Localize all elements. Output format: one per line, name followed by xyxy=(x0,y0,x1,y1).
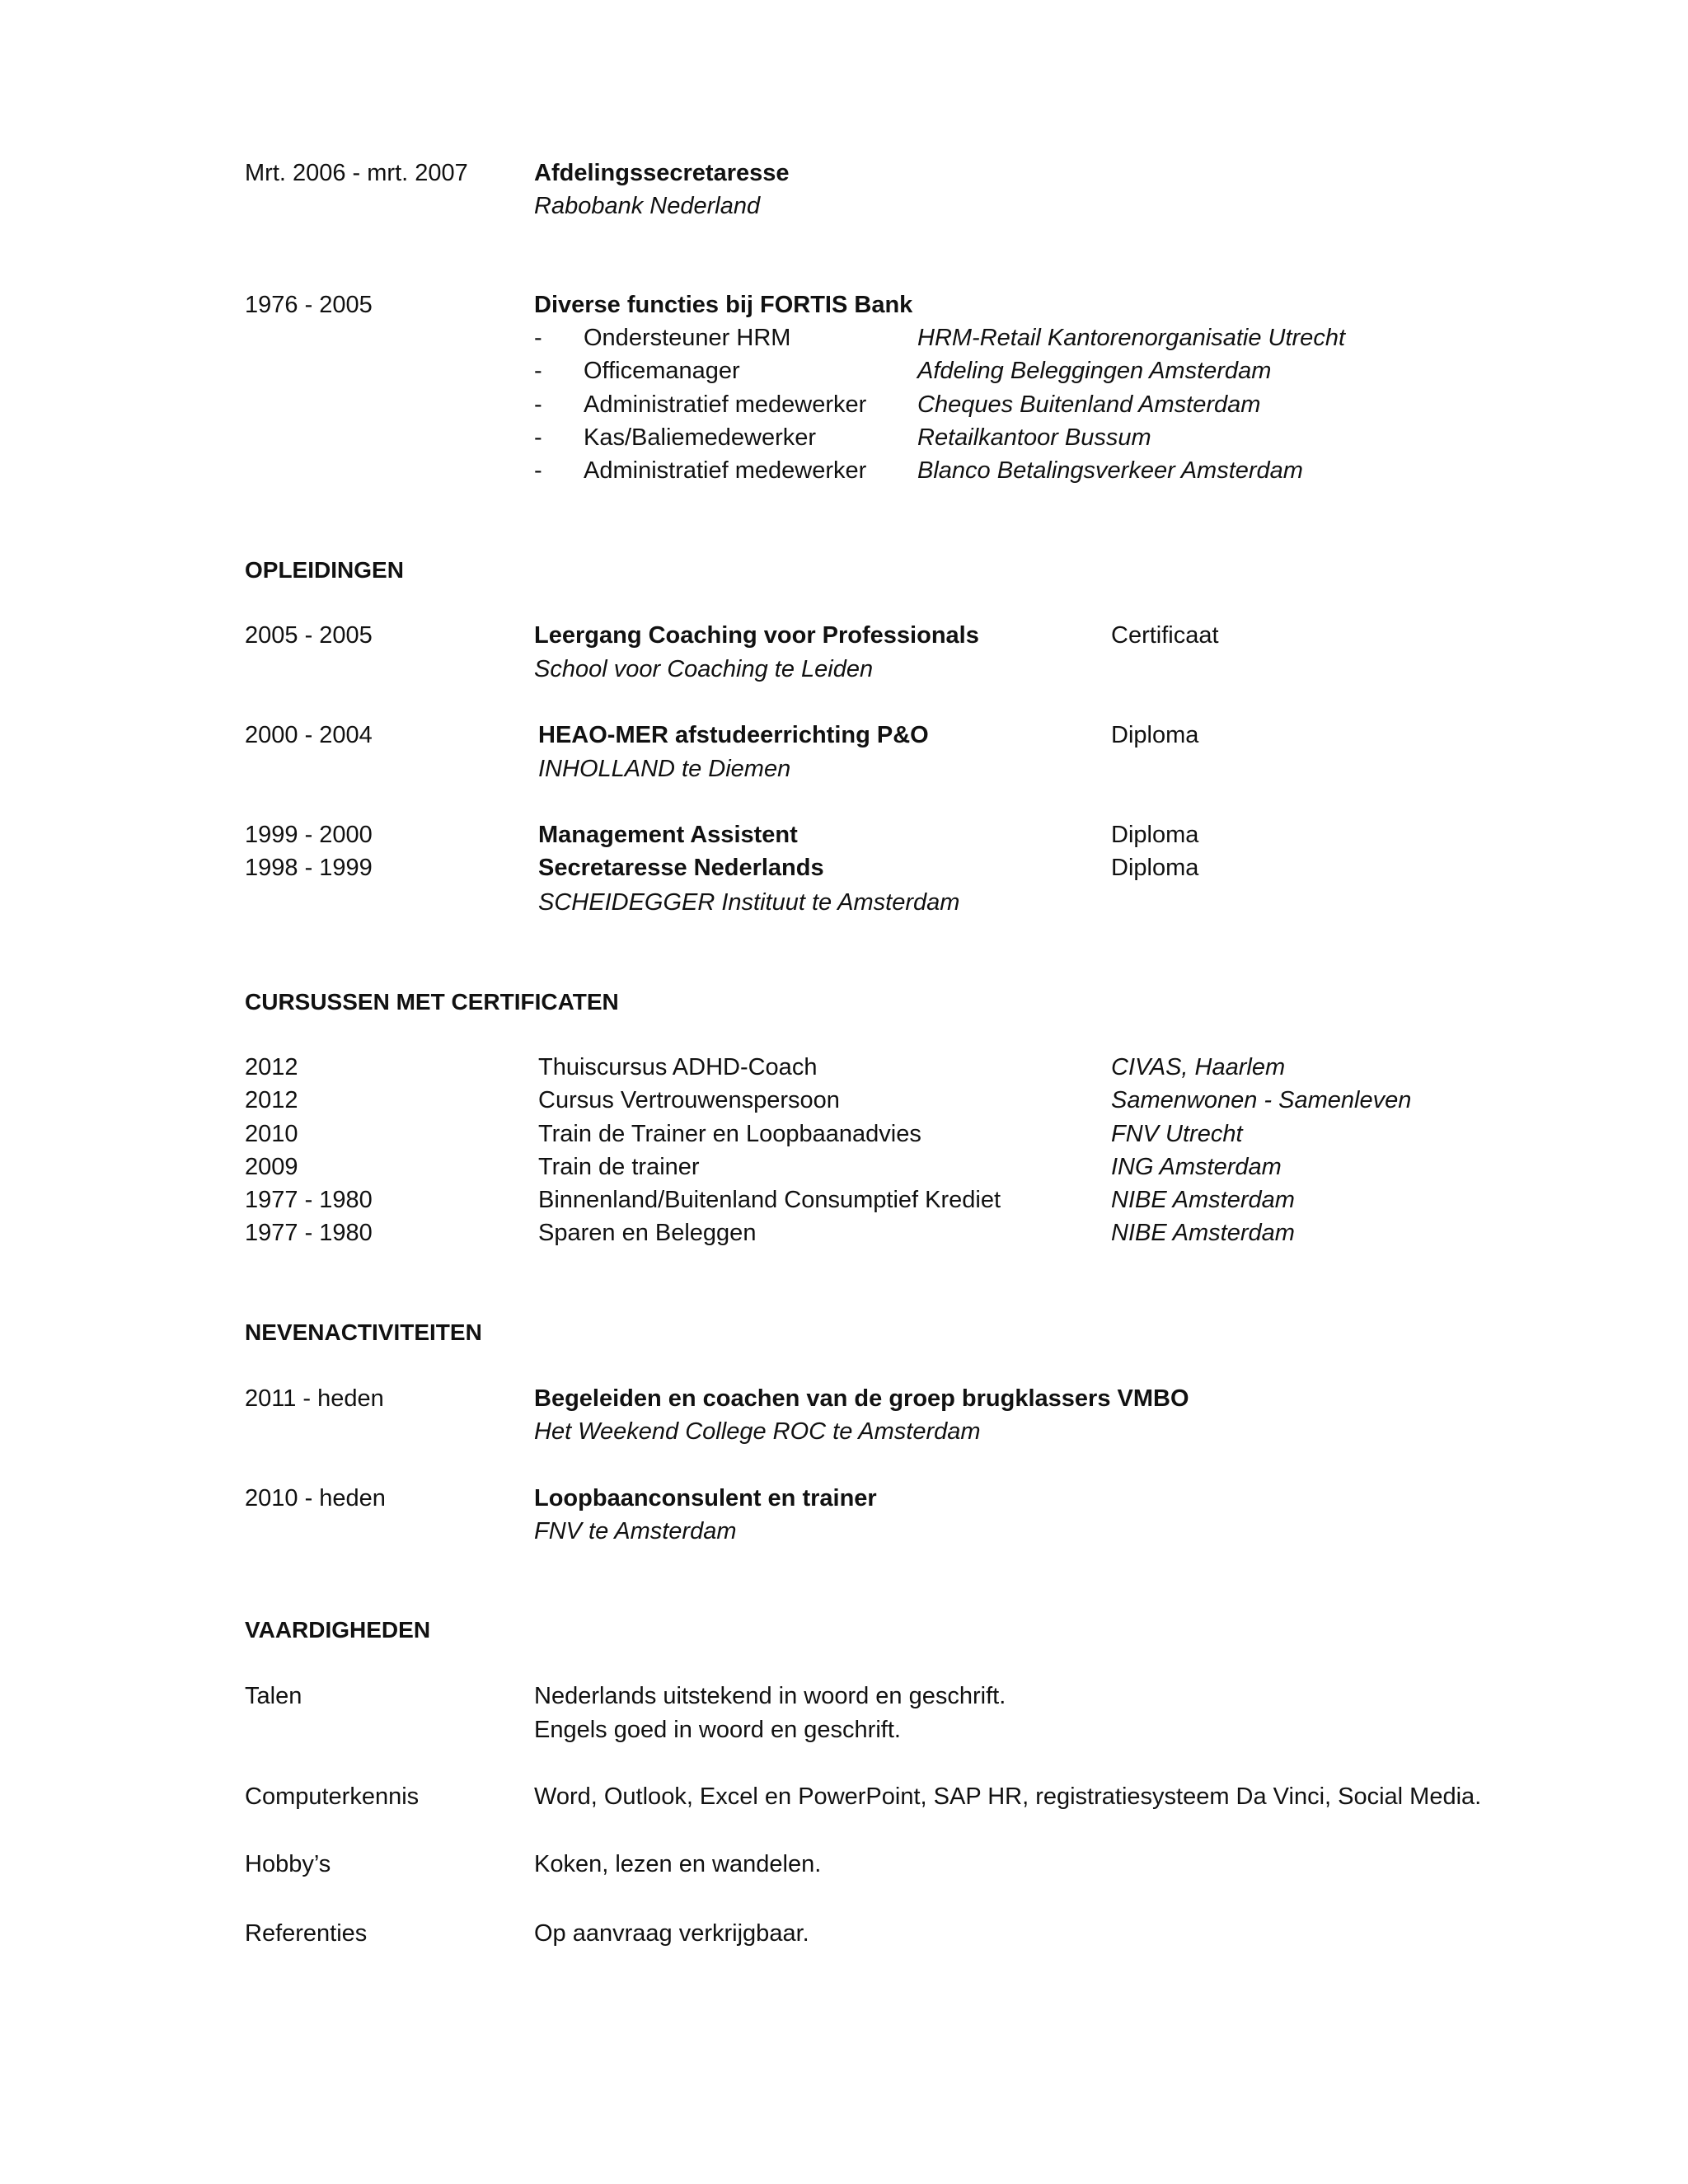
course-name: Cursus Vertrouwenspersoon xyxy=(538,1087,840,1113)
role-place: Retailkantoor Bussum xyxy=(917,424,1151,451)
skill-label: Hobby’s xyxy=(245,1851,331,1877)
course-year: 2009 xyxy=(245,1154,298,1180)
course-name: Sparen en Beleggen xyxy=(538,1220,757,1246)
course-place: ING Amsterdam xyxy=(1111,1154,1282,1180)
section-heading-skills: VAARDIGHEDEN xyxy=(245,1617,431,1643)
course-place: CIVAS, Haarlem xyxy=(1111,1054,1286,1080)
education-period: 2005 - 2005 xyxy=(245,622,373,649)
activity-org: Het Weekend College ROC te Amsterdam xyxy=(534,1418,981,1445)
education-school: INHOLLAND te Diemen xyxy=(538,756,791,782)
education-school: SCHEIDEGGER Instituut te Amsterdam xyxy=(538,889,960,916)
skill-text: Koken, lezen en wandelen. xyxy=(534,1851,822,1877)
course-name: Binnenland/Buitenland Consumptief Krediet xyxy=(538,1187,1001,1213)
activity-period: 2010 - heden xyxy=(245,1485,386,1511)
education-period: 1998 - 1999 xyxy=(245,855,373,881)
course-year: 2010 xyxy=(245,1121,298,1147)
experience-title: Afdelingssecretaresse xyxy=(534,160,790,186)
role-place: Blanco Betalingsverkeer Amsterdam xyxy=(917,457,1303,484)
role-name: Administratief medewerker xyxy=(584,457,867,484)
experience-title: Diverse functies bij FORTIS Bank xyxy=(534,292,913,318)
education-result: Certificaat xyxy=(1111,622,1219,649)
section-heading-education: OPLEIDINGEN xyxy=(245,557,404,583)
education-school: School voor Coaching te Leiden xyxy=(534,656,874,682)
skill-text: Word, Outlook, Excel en PowerPoint, SAP HR, registratiesysteem Da Vinci, Social Media. xyxy=(534,1783,1482,1810)
skill-text: Nederlands uitstekend in woord en geschrift. xyxy=(534,1683,1006,1709)
activity-period: 2011 - heden xyxy=(245,1385,384,1412)
experience-period: 1976 - 2005 xyxy=(245,292,373,318)
activity-title: Loopbaanconsulent en trainer xyxy=(534,1485,877,1511)
course-place: NIBE Amsterdam xyxy=(1111,1220,1295,1246)
course-year: 2012 xyxy=(245,1054,298,1080)
role-dash: - xyxy=(534,358,542,384)
education-period: 1999 - 2000 xyxy=(245,822,373,848)
education-title: Management Assistent xyxy=(538,822,798,848)
role-dash: - xyxy=(534,391,542,418)
education-title: HEAO-MER afstudeerrichting P&O xyxy=(538,722,929,748)
education-result: Diploma xyxy=(1111,822,1199,848)
education-result: Diploma xyxy=(1111,722,1199,748)
role-place: HRM-Retail Kantorenorganisatie Utrecht xyxy=(917,325,1345,351)
role-dash: - xyxy=(534,325,542,351)
course-place: NIBE Amsterdam xyxy=(1111,1187,1295,1213)
role-place: Afdeling Beleggingen Amsterdam xyxy=(917,358,1272,384)
skill-label: Referenties xyxy=(245,1920,368,1947)
section-heading-courses: CURSUSSEN MET CERTIFICATEN xyxy=(245,989,619,1015)
education-title: Secretaresse Nederlands xyxy=(538,855,824,881)
section-heading-activities: NEVENACTIVITEITEN xyxy=(245,1319,482,1345)
skill-text: Engels goed in woord en geschrift. xyxy=(534,1717,901,1743)
skill-text: Op aanvraag verkrijgbaar. xyxy=(534,1920,809,1947)
activity-org: FNV te Amsterdam xyxy=(534,1518,737,1544)
role-dash: - xyxy=(534,424,542,451)
role-name: Kas/Baliemedewerker xyxy=(584,424,817,451)
experience-period: Mrt. 2006 - mrt. 2007 xyxy=(245,160,468,186)
course-place: Samenwonen - Samenleven xyxy=(1111,1087,1412,1113)
course-name: Train de Trainer en Loopbaanadvies xyxy=(538,1121,921,1147)
education-period: 2000 - 2004 xyxy=(245,722,373,748)
experience-org: Rabobank Nederland xyxy=(534,193,761,219)
education-title: Leergang Coaching voor Professionals xyxy=(534,622,979,649)
course-name: Train de trainer xyxy=(538,1154,700,1180)
skill-label: Talen xyxy=(245,1683,302,1709)
education-result: Diploma xyxy=(1111,855,1199,881)
role-dash: - xyxy=(534,457,542,484)
role-name: Administratief medewerker xyxy=(584,391,867,418)
course-year: 2012 xyxy=(245,1087,298,1113)
course-place: FNV Utrecht xyxy=(1111,1121,1243,1147)
course-year: 1977 - 1980 xyxy=(245,1187,373,1213)
role-place: Cheques Buitenland Amsterdam xyxy=(917,391,1261,418)
course-name: Thuiscursus ADHD-Coach xyxy=(538,1054,818,1080)
skill-label: Computerkennis xyxy=(245,1783,420,1810)
role-name: Officemanager xyxy=(584,358,740,384)
activity-title: Begeleiden en coachen van de groep brugklassers VMBO xyxy=(534,1385,1189,1412)
role-name: Ondersteuner HRM xyxy=(584,325,791,351)
course-year: 1977 - 1980 xyxy=(245,1220,373,1246)
